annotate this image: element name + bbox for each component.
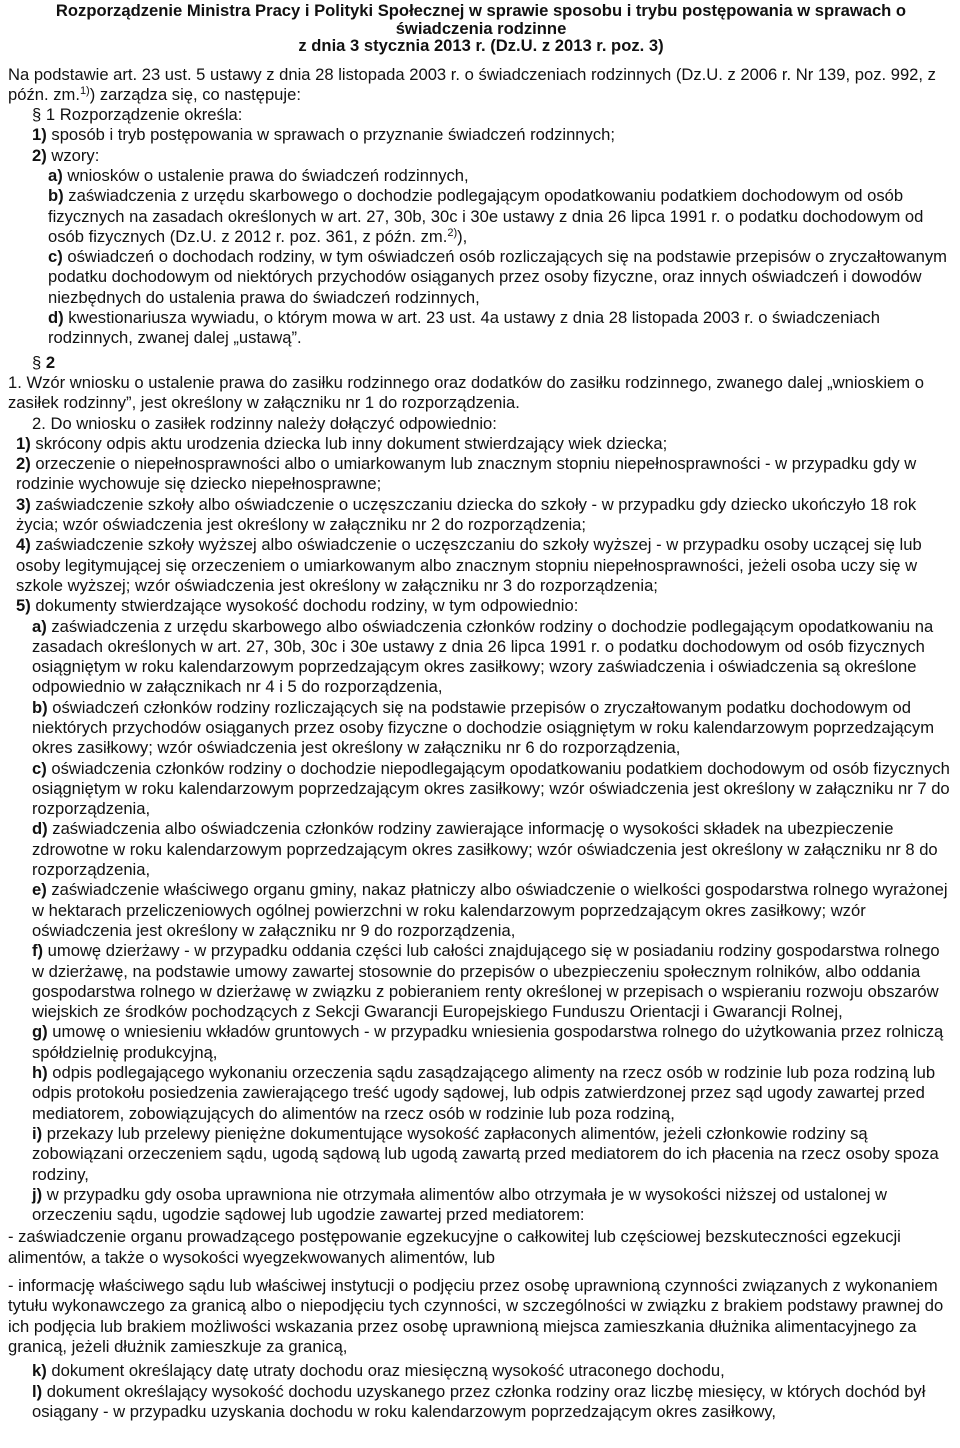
clause-1 bbox=[8, 373, 954, 414]
section-number: 1 bbox=[45, 105, 56, 125]
clause-text: Wzór wniosku o ustalenie prawa do zasiłku rodzinnego oraz dodatków do zasiłku rodzinnego, zwanego dalej „wnioskiem o zasiłek rodzinny”, jest określony w załączniku nr 1 do rozporządzenia. bbox=[8, 372, 924, 413]
point-text: wzory: bbox=[51, 145, 100, 165]
letter-c bbox=[8, 247, 954, 308]
footnote-ref: 2) bbox=[447, 226, 458, 239]
letter-number: g) bbox=[32, 1022, 48, 1042]
letter-item bbox=[8, 941, 954, 1022]
letter-item bbox=[8, 617, 954, 698]
letter-text: zaświadczenia z urzędu skarbowego albo oświadczenia członków rodziny o dochodzie podlegającym opodatkowaniu na zasadach określonych w art. 27, 30b, 30c i 30e ustawy z dnia 26 lipca 1991 r. o podatku dochodowym od osób fizycznych osiągniętym w roku kalendarzowym poprzedzającym okres zasiłkowy; wzory zaświadczenia i oświadczenia są określone odpowiednio w załącznikach nr 4 i 5 do rozporządzenia, bbox=[32, 616, 934, 697]
point-text: skrócony odpis aktu urodzenia dziecka lub inny dokument stwierdzający wiek dziecka; bbox=[35, 433, 668, 453]
letter-text: przekazy lub przelewy pieniężne dokumentujące wysokość zapłaconych alimentów, jeżeli członkowie rodziny są zobowiązani orzeczeniem sądu, ugodą sądową lub ugodą zawartą przed mediatorem do ich płacenia na rzecz osoby spoza rodziny, bbox=[32, 1123, 939, 1184]
letter-number: c) bbox=[32, 758, 47, 778]
point-number: 2) bbox=[32, 145, 47, 165]
letter-number: d) bbox=[48, 308, 64, 328]
title-line-2: z dnia 3 stycznia 2013 r. (Dz.U. z 2013 r. poz. 3) bbox=[298, 36, 664, 55]
dash-item: - informację właściwego sądu lub właściwej instytucji o podjęciu przez osobę uprawnioną czynności związanych z wykonaniem tytułu wykonawczego za granicą albo o niepodjęciu tych czynności, w szczególności w związku z brakiem podstawy prawnej do ich podjęcia lub brakiem możliwości wskazania przez osobę uprawnioną miejsca zamieszkania dłużnika alimentacyjnego za granicą, jeżeli dłużnik zamieszkuje za granicą, bbox=[8, 1276, 944, 1356]
letter-number: d) bbox=[32, 819, 48, 839]
letter-d bbox=[8, 308, 954, 349]
letter-list bbox=[8, 617, 954, 1226]
item-4 bbox=[8, 535, 954, 596]
section-2-heading bbox=[8, 353, 954, 373]
letter-number: h) bbox=[32, 1063, 48, 1083]
letter-item bbox=[8, 880, 954, 941]
letter-item bbox=[8, 1063, 954, 1124]
title-line-1: Rozporządzenie Ministra Pracy i Polityki Społecznej w sprawie sposobu i trybu postępowania w sprawach o świadczenia rodzinne bbox=[55, 1, 907, 38]
dash-item: - zaświadczenie organu prowadzącego postępowanie egzekucyjne o całkowitej lub częściowej bezskuteczności egzekucji alimentów, a także o wysokości wyegzekwowanych alimentów, lub bbox=[8, 1227, 901, 1267]
point-text: zaświadczenie szkoły wyższej albo oświadczenie o uczęszczaniu do szkoły wyższej - w przypadku osoby uczącej się lub osoby legitymującej się orzeczeniem o umiarkowanym albo znacznym stopniu niepełnosprawności, jeżeli osoba uczy się w szkole wyższej; wzór oświadczenia jest określony w załączniku nr 3 do rozporządzenia; bbox=[16, 535, 922, 595]
letter-b bbox=[8, 186, 954, 247]
section-1-heading bbox=[8, 105, 954, 125]
letter-number: a) bbox=[48, 165, 63, 185]
point-2 bbox=[8, 146, 954, 166]
letter-number: b) bbox=[48, 186, 64, 206]
point-number: 1) bbox=[16, 433, 31, 453]
preamble-tail: ) zarządza się, co następuje: bbox=[89, 84, 301, 104]
letter-text: oświadczeń o dochodach rodziny, w tym oświadczeń osób rozliczających się na podstawie przepisów o zryczałtowanym podatku dochodowym od niektórych przychodów osiąganych przez osoby fizyczne, oraz innych oświadczeń i dowodów niezbędnych do ustalenia prawa do świadczeń rodzinnych, bbox=[48, 247, 947, 307]
point-text: zaświadczenie szkoły albo oświadczenie o uczęszczaniu dziecka do szkoły - w przypadku gdy dziecko ukończyło 18 rok życia; wzór oświadczenia jest określony w załączniku nr 2 do rozporządzenia; bbox=[16, 494, 917, 535]
letter-text: zaświadczenia albo oświadczenia członków rodziny zawierające informację o wysokości składek na ubezpieczenie zdrowotne w roku kalendarzowym poprzedzającym okres zasiłkowy; wzór oświadczenia jest określony w załączniku nr 8 do rozporządzenia, bbox=[32, 819, 938, 880]
letter-text: dokument określający datę utraty dochodu oraz miesięczną wysokość utraconego dochodu, bbox=[46, 1361, 725, 1381]
point-text: sposób i tryb postępowania w sprawach o przyznanie świadczeń rodzinnych; bbox=[51, 125, 615, 145]
letter-number: f) bbox=[32, 941, 44, 961]
letter-text: zaświadczenia z urzędu skarbowego o dochodzie podlegającym opodatkowaniu podatkiem dochodowym od osób fizycznych na zasadach określonych w art. 27, 30b, 30c i 30e ustawy z dnia 26 lipca 1991 r. o podatku dochodowym od osób fizycznych (Dz.U. z 2012 r. poz. 361, z późn. zm. bbox=[48, 186, 924, 246]
paragraph-sign: § bbox=[32, 105, 42, 125]
letter-text: odpis podlegającego wykonaniu orzeczenia sądu zasądzającego alimenty na rzecz osób w rodzinie lub poza rodziną lub odpis protokołu posiedzenia zawierającego treść ugody sądowej, lub odpis zatwierdzonej przez sąd ugody zawartej przed mediatorem, zobowiązujących do alimentów na rzecz osób w rodzinie lub poza rodziną, bbox=[32, 1063, 936, 1123]
letter-text: kwestionariusza wywiadu, o którym mowa w art. 23 ust. 4a ustawy z dnia 28 listopada 2003 r. o świadczeniach rodzinnych, zwanej dalej „ustawą”. bbox=[48, 308, 880, 348]
letter-text: umowę dzierżawy - w przypadku oddania części lub całości znajdującego się w posiadaniu rodziny gospodarstwa rolnego w dzierżawę, na podstawie umowy zawartej stosownie do przepisów o ubezpieczeniu społecznym rolników, albo oddania gospodarstwa rolnego w dzierżawę w związku z pobieraniem renty określonej w przepisach o wspieraniu rozwoju obszarów wiejskich ze środków pochodzących z Sekcji Gwarancji Europejskiego Funduszu Orientacji i Gwarancji Rolnej, bbox=[32, 941, 940, 1022]
letter-item bbox=[8, 1361, 954, 1381]
point-text: dokumenty stwierdzające wysokość dochodu rodziny, w tym odpowiednio: bbox=[35, 596, 579, 616]
clause-number: 1. bbox=[8, 372, 22, 392]
letter-text: umowę o wniesieniu wkładów gruntowych - w przypadku wniesienia gospodarstwa rolnego do użytkowania przez rolniczą spółdzielnię produkcyjną, bbox=[32, 1022, 944, 1062]
letter-number: e) bbox=[32, 880, 47, 900]
point-number: 3) bbox=[16, 494, 31, 514]
preamble-text: Na podstawie art. 23 ust. 5 ustawy z dnia 28 listopada 2003 r. o świadczeniach rodzinnych (Dz.U. z 2006 r. Nr 139, poz. 992, z późn. zm. bbox=[8, 64, 936, 104]
letter-text: zaświadczenie właściwego organu gminy, nakaz płatniczy albo oświadczenie o wielkości gospodarstwa rolnego wyrażonej w hektarach przeliczeniowych ogólnej powierzchni w roku kalendarzowym poprzedzającym okres zasiłkowy; wzór oświadczenia jest określony w załączniku nr 9 do rozporządzenia, bbox=[32, 880, 948, 940]
clause-number: 2. bbox=[32, 413, 46, 433]
item-1 bbox=[8, 434, 954, 454]
document-title bbox=[8, 2, 954, 55]
clause-2 bbox=[8, 414, 954, 434]
letter-number: j) bbox=[32, 1184, 43, 1204]
point-number: 1) bbox=[32, 125, 47, 145]
letter-text: wniosków o ustalenie prawa do świadczeń rodzinnych, bbox=[67, 165, 469, 185]
letter-text: oświadczeń członków rodziny rozliczających się na podstawie przepisów o zryczałtowanym podatku dochodowym od niektórych przychodów osiąganych przez osoby fizyczne o dochodzie osiągniętym w roku kalendarzowym poprzedzającym okres zasiłkowy; wzór oświadczenia jest określony w załączniku nr 6 do rozporządzenia, bbox=[32, 697, 935, 758]
point-number: 5) bbox=[16, 596, 31, 616]
letter-number: i) bbox=[32, 1123, 43, 1143]
section-intro: Rozporządzenie określa: bbox=[59, 105, 243, 125]
item-5 bbox=[8, 596, 954, 616]
letter-number: b) bbox=[32, 697, 48, 717]
letter-number: a) bbox=[32, 616, 47, 636]
letter-item bbox=[8, 819, 954, 880]
letter-item bbox=[8, 1382, 954, 1423]
point-number: 4) bbox=[16, 535, 31, 555]
letter-item bbox=[8, 1124, 954, 1185]
clause-text: Do wniosku o zasiłek rodzinny należy dołączyć odpowiednio: bbox=[50, 413, 497, 433]
item-2 bbox=[8, 454, 954, 495]
letter-number: k) bbox=[32, 1361, 47, 1381]
letter-text-tail: ), bbox=[457, 226, 468, 246]
paragraph-sign: § bbox=[32, 352, 42, 372]
point-text: orzeczenie o niepełnosprawności albo o umiarkowanym lub znacznym stopniu niepełnosprawności - w przypadku gdy w rodzinie wychowuje się dziecko niepełnosprawne; bbox=[16, 454, 917, 494]
letter-number: c) bbox=[48, 247, 63, 267]
footnote-ref: 1) bbox=[79, 84, 90, 97]
letter-item bbox=[8, 698, 954, 759]
letter-text: dokument określający wysokość dochodu uzyskanego przez członka rodziny oraz liczbę miesięcy, w których dochód był osiągany - w przypadku uzyskania dochodu w roku kalendarzowym poprzedzającym okres zasiłkowy, bbox=[32, 1381, 926, 1421]
letter-text: w przypadku gdy osoba uprawniona nie otrzymała alimentów albo otrzymała je w wysokości niższej od ustalonej w orzeczeniu sądu, ugodzie sądowej lub ugodzie zawartej przed mediatorem: bbox=[32, 1184, 887, 1225]
letter-text: oświadczenia członków rodziny o dochodzie niepodlegającym opodatkowaniu podatkiem dochodowym od osób fizycznych osiągniętym w roku kalendarzowym poprzedzającym okres zasiłkowy; wzór oświadczenia jest określony w załączniku nr 7 do rozporządzenia, bbox=[32, 758, 950, 819]
preamble bbox=[8, 65, 954, 106]
section-number: 2 bbox=[45, 352, 56, 372]
letter-item bbox=[8, 759, 954, 820]
letter-a bbox=[8, 166, 954, 186]
letter-item bbox=[8, 1185, 954, 1226]
item-3 bbox=[8, 495, 954, 536]
point-number: 2) bbox=[16, 454, 31, 474]
letter-item bbox=[8, 1022, 954, 1063]
letter-list bbox=[8, 1361, 954, 1422]
point-1 bbox=[8, 125, 954, 145]
letter-number: l) bbox=[32, 1381, 43, 1401]
